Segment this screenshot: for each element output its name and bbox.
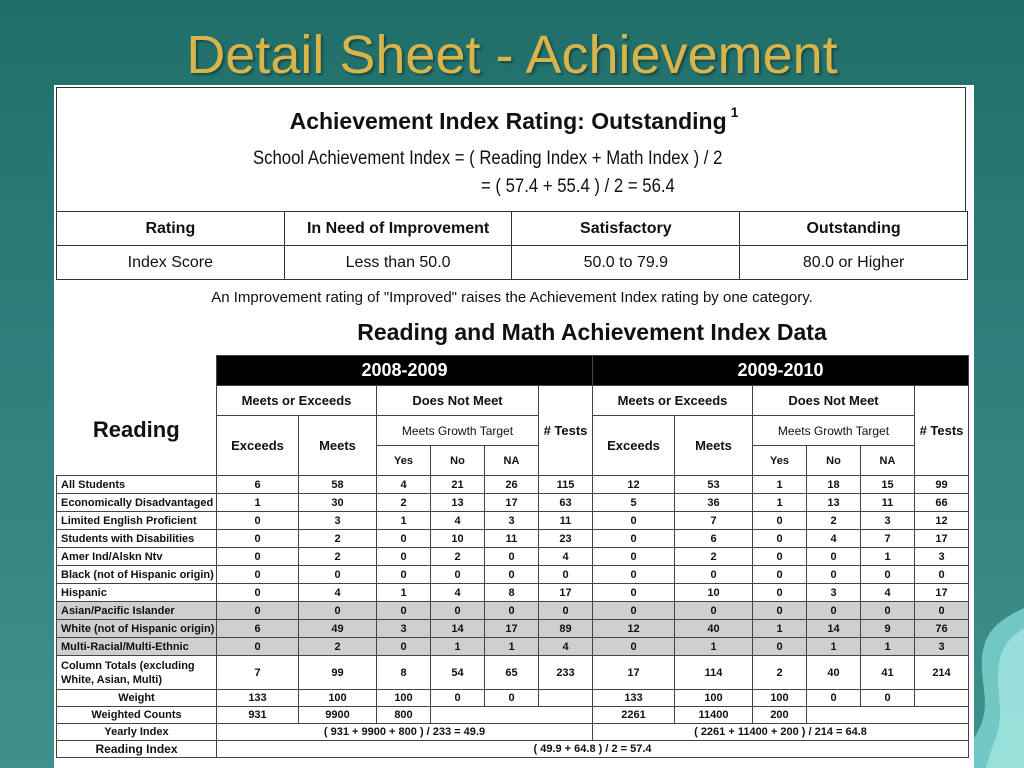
- table-cell: 6: [675, 530, 753, 548]
- weight-row: [57, 690, 969, 707]
- table-cell: 3: [485, 512, 539, 530]
- reading-index-label: Reading Index: [57, 741, 217, 758]
- table-row: [57, 638, 969, 656]
- table-cell: 3: [807, 584, 861, 602]
- yearly-index-2008-2009: ( 931 + 9900 + 800 ) / 233 = 49.9: [217, 724, 593, 741]
- table-cell: 1: [485, 638, 539, 656]
- table-cell: 0: [377, 530, 431, 548]
- table-cell: 17: [915, 530, 969, 548]
- weighted-counts-cell: 11400: [675, 707, 753, 724]
- table-cell: 0: [593, 530, 675, 548]
- no-header: No: [431, 446, 485, 476]
- rating-header-row: [57, 212, 968, 246]
- table-cell: 0: [217, 638, 299, 656]
- table-cell: 26: [485, 476, 539, 494]
- rating-score-row: [57, 246, 968, 280]
- table-cell: 2: [807, 512, 861, 530]
- rating-cell: 80.0 or Higher: [740, 246, 968, 280]
- table-cell: 7: [861, 530, 915, 548]
- does-not-meet-header: Does Not Meet: [377, 386, 539, 416]
- exceeds-header: Exceeds: [593, 416, 675, 476]
- table-cell: 1: [807, 638, 861, 656]
- table-cell: 0: [485, 548, 539, 566]
- totals-cell: 99: [299, 656, 377, 690]
- table-cell: 11: [539, 512, 593, 530]
- table-cell: 1: [753, 620, 807, 638]
- table-cell: 12: [593, 620, 675, 638]
- weight-cell: 0: [861, 690, 915, 707]
- table-cell: 9: [861, 620, 915, 638]
- table-cell: 11: [485, 530, 539, 548]
- table-cell: 2: [377, 494, 431, 512]
- formula-line-1: School Achievement Index = ( Reading Index + Math Index ) / 2: [253, 148, 723, 169]
- table-cell: 0: [217, 512, 299, 530]
- table-cell: 7: [675, 512, 753, 530]
- table-cell: 2: [431, 548, 485, 566]
- table-cell: 17: [485, 494, 539, 512]
- row-label: Asian/Pacific Islander: [57, 602, 217, 620]
- table-cell: 1: [753, 494, 807, 512]
- meets-header: Meets: [675, 416, 753, 476]
- table-cell: 0: [217, 602, 299, 620]
- table-cell: 3: [915, 638, 969, 656]
- table-cell: 0: [593, 584, 675, 602]
- table-cell: 14: [807, 620, 861, 638]
- table-row: [57, 566, 969, 584]
- row-label: All Students: [57, 476, 217, 494]
- group-header-row: [57, 386, 969, 416]
- no-header: No: [807, 446, 861, 476]
- totals-cell: 8: [377, 656, 431, 690]
- table-cell: 0: [675, 566, 753, 584]
- tests-header: # Tests: [915, 386, 969, 476]
- table-cell: 0: [377, 548, 431, 566]
- totals-label: Column Totals (excluding White, Asian, Multi): [57, 656, 217, 690]
- table-row: [57, 476, 969, 494]
- table-cell: 0: [753, 602, 807, 620]
- table-cell: 1: [377, 512, 431, 530]
- table-cell: 0: [593, 638, 675, 656]
- table-cell: 10: [675, 584, 753, 602]
- table-cell: 89: [539, 620, 593, 638]
- row-label: Economically Disadvantaged: [57, 494, 217, 512]
- na-header: NA: [861, 446, 915, 476]
- weight-label: Weight: [57, 690, 217, 707]
- table-cell: 0: [485, 602, 539, 620]
- year-header: 2008-2009: [217, 356, 593, 386]
- table-cell: 11: [861, 494, 915, 512]
- rating-table: [56, 211, 968, 280]
- table-cell: 1: [217, 494, 299, 512]
- row-label: Black (not of Hispanic origin): [57, 566, 217, 584]
- weighted-counts-cell: 800: [377, 707, 431, 724]
- row-label: White (not of Hispanic origin): [57, 620, 217, 638]
- totals-cell: 233: [539, 656, 593, 690]
- table-cell: 0: [807, 566, 861, 584]
- weight-cell: 0: [431, 690, 485, 707]
- table-cell: 13: [807, 494, 861, 512]
- table-cell: 0: [539, 602, 593, 620]
- table-cell: 21: [431, 476, 485, 494]
- table-cell: 4: [431, 584, 485, 602]
- table-cell: 36: [675, 494, 753, 512]
- table-cell: 1: [861, 638, 915, 656]
- table-cell: 18: [807, 476, 861, 494]
- index-rating-text: Achievement Index Rating: Outstanding: [289, 108, 727, 134]
- totals-cell: 17: [593, 656, 675, 690]
- achievement-index-title: [57, 104, 967, 135]
- yes-header: Yes: [753, 446, 807, 476]
- weighted-counts-cell: 200: [753, 707, 807, 724]
- table-cell: 0: [753, 584, 807, 602]
- table-cell: 4: [377, 476, 431, 494]
- table-cell: 0: [299, 566, 377, 584]
- formula-line-2: = ( 57.4 + 55.4 ) / 2 = 56.4: [481, 176, 675, 197]
- weight-cell: 0: [807, 690, 861, 707]
- table-row: [57, 602, 969, 620]
- table-cell: 0: [377, 638, 431, 656]
- table-cell: 49: [299, 620, 377, 638]
- table-cell: 66: [915, 494, 969, 512]
- weighted-counts-row: [57, 707, 969, 724]
- table-cell: 0: [753, 530, 807, 548]
- weighted-counts-blank: [807, 707, 969, 724]
- table-cell: 3: [377, 620, 431, 638]
- table-cell: 0: [539, 566, 593, 584]
- table-cell: 115: [539, 476, 593, 494]
- rating-header-cell: Satisfactory: [512, 212, 740, 246]
- table-cell: 6: [217, 476, 299, 494]
- table-cell: 4: [807, 530, 861, 548]
- yes-header: Yes: [377, 446, 431, 476]
- table-cell: 17: [539, 584, 593, 602]
- footnote-marker: 1: [730, 104, 739, 120]
- tests-header: # Tests: [539, 386, 593, 476]
- table-cell: 58: [299, 476, 377, 494]
- table-cell: 0: [753, 566, 807, 584]
- row-label: Students with Disabilities: [57, 530, 217, 548]
- totals-cell: 114: [675, 656, 753, 690]
- table-cell: 0: [807, 602, 861, 620]
- table-cell: 0: [593, 602, 675, 620]
- table-cell: 0: [593, 548, 675, 566]
- table-cell: 23: [539, 530, 593, 548]
- table-cell: 0: [431, 566, 485, 584]
- table-row: [57, 512, 969, 530]
- row-label: Limited English Proficient: [57, 512, 217, 530]
- table-cell: 1: [753, 476, 807, 494]
- table-cell: 8: [485, 584, 539, 602]
- reading-index-row: [57, 741, 969, 758]
- data-title: Reading and Math Achievement Index Data: [357, 319, 827, 345]
- weight-cell: 100: [299, 690, 377, 707]
- table-cell: 4: [539, 638, 593, 656]
- blank-cell: [57, 356, 217, 386]
- table-cell: 0: [915, 566, 969, 584]
- table-cell: 15: [861, 476, 915, 494]
- table-cell: 76: [915, 620, 969, 638]
- row-label: Amer Ind/Alskn Ntv: [57, 548, 217, 566]
- table-cell: 0: [753, 512, 807, 530]
- table-row: [57, 620, 969, 638]
- meets-growth-target-header: Meets Growth Target: [377, 416, 539, 446]
- table-cell: 0: [377, 602, 431, 620]
- na-header: NA: [485, 446, 539, 476]
- weight-cell: 100: [675, 690, 753, 707]
- weight-cell: 133: [217, 690, 299, 707]
- improved-note: An Improvement rating of "Improved" raises the Achievement Index rating by one category.: [211, 289, 813, 306]
- meets-or-exceeds-header: Meets or Exceeds: [593, 386, 753, 416]
- table-cell: 53: [675, 476, 753, 494]
- table-cell: 4: [539, 548, 593, 566]
- slide-title: Detail Sheet - Achievement: [186, 25, 838, 85]
- table-cell: 17: [485, 620, 539, 638]
- reading-data-table: [56, 355, 969, 758]
- weight-cell: 133: [593, 690, 675, 707]
- yearly-index-row: [57, 724, 969, 741]
- table-cell: 0: [377, 566, 431, 584]
- table-cell: 5: [593, 494, 675, 512]
- year-header: 2009-2010: [593, 356, 969, 386]
- meets-growth-target-header: Meets Growth Target: [753, 416, 915, 446]
- table-cell: 99: [915, 476, 969, 494]
- reading-index-value: ( 49.9 + 64.8 ) / 2 = 57.4: [217, 741, 969, 758]
- totals-cell: 7: [217, 656, 299, 690]
- does-not-meet-header: Does Not Meet: [753, 386, 915, 416]
- table-cell: 0: [593, 566, 675, 584]
- table-cell: 1: [861, 548, 915, 566]
- totals-row: [57, 656, 969, 690]
- table-cell: 14: [431, 620, 485, 638]
- row-label: Multi-Racial/Multi-Ethnic: [57, 638, 217, 656]
- table-cell: 2: [675, 548, 753, 566]
- table-row: [57, 494, 969, 512]
- table-cell: 17: [915, 584, 969, 602]
- table-cell: 3: [861, 512, 915, 530]
- weighted-counts-blank: [431, 707, 593, 724]
- table-cell: 0: [753, 638, 807, 656]
- table-cell: 4: [299, 584, 377, 602]
- yearly-index-label: Yearly Index: [57, 724, 217, 741]
- row-label: Hispanic: [57, 584, 217, 602]
- totals-cell: 214: [915, 656, 969, 690]
- weight-cell: 100: [377, 690, 431, 707]
- weight-cell: [539, 690, 593, 707]
- table-row: [57, 548, 969, 566]
- table-cell: 0: [807, 548, 861, 566]
- table-cell: 3: [915, 548, 969, 566]
- table-cell: 1: [675, 638, 753, 656]
- weighted-counts-cell: 2261: [593, 707, 675, 724]
- weighted-counts-cell: 931: [217, 707, 299, 724]
- table-cell: 0: [861, 566, 915, 584]
- table-cell: 0: [915, 602, 969, 620]
- table-cell: 0: [431, 602, 485, 620]
- detail-sheet: [54, 85, 974, 768]
- table-cell: 2: [299, 638, 377, 656]
- year-row: [57, 356, 969, 386]
- table-cell: 12: [915, 512, 969, 530]
- table-cell: 40: [675, 620, 753, 638]
- table-cell: 0: [861, 602, 915, 620]
- totals-cell: 65: [485, 656, 539, 690]
- table-cell: 4: [861, 584, 915, 602]
- meets-header: Meets: [299, 416, 377, 476]
- table-cell: 0: [593, 512, 675, 530]
- table-cell: 0: [485, 566, 539, 584]
- table-cell: 30: [299, 494, 377, 512]
- totals-cell: 41: [861, 656, 915, 690]
- weight-cell: 0: [485, 690, 539, 707]
- table-cell: 0: [675, 602, 753, 620]
- table-cell: 0: [217, 566, 299, 584]
- rating-cell: Index Score: [57, 246, 285, 280]
- table-row: [57, 584, 969, 602]
- weighted-counts-cell: 9900: [299, 707, 377, 724]
- table-cell: 12: [593, 476, 675, 494]
- weight-cell: [915, 690, 969, 707]
- totals-cell: 40: [807, 656, 861, 690]
- weighted-counts-label: Weighted Counts: [57, 707, 217, 724]
- reading-label: Reading: [57, 386, 217, 476]
- table-cell: 3: [299, 512, 377, 530]
- table-cell: 0: [217, 584, 299, 602]
- table-cell: 10: [431, 530, 485, 548]
- table-cell: 0: [217, 530, 299, 548]
- weight-cell: 100: [753, 690, 807, 707]
- rating-cell: 50.0 to 79.9: [512, 246, 740, 280]
- yearly-index-2009-2010: ( 2261 + 11400 + 200 ) / 214 = 64.8: [593, 724, 969, 741]
- meets-or-exceeds-header: Meets or Exceeds: [217, 386, 377, 416]
- totals-cell: 2: [753, 656, 807, 690]
- table-cell: 2: [299, 548, 377, 566]
- totals-cell: 54: [431, 656, 485, 690]
- table-cell: 0: [753, 548, 807, 566]
- rating-header-cell: In Need of Improvement: [284, 212, 512, 246]
- table-cell: 0: [299, 602, 377, 620]
- table-cell: 4: [431, 512, 485, 530]
- table-cell: 63: [539, 494, 593, 512]
- table-cell: 1: [377, 584, 431, 602]
- achievement-index-box: [56, 87, 966, 212]
- rating-cell: Less than 50.0: [284, 246, 512, 280]
- table-cell: 13: [431, 494, 485, 512]
- table-cell: 6: [217, 620, 299, 638]
- exceeds-header: Exceeds: [217, 416, 299, 476]
- table-cell: 1: [431, 638, 485, 656]
- rating-header-cell: Rating: [57, 212, 285, 246]
- table-row: [57, 530, 969, 548]
- rating-header-cell: Outstanding: [740, 212, 968, 246]
- table-cell: 0: [217, 548, 299, 566]
- data-rows: [57, 476, 969, 656]
- table-cell: 2: [299, 530, 377, 548]
